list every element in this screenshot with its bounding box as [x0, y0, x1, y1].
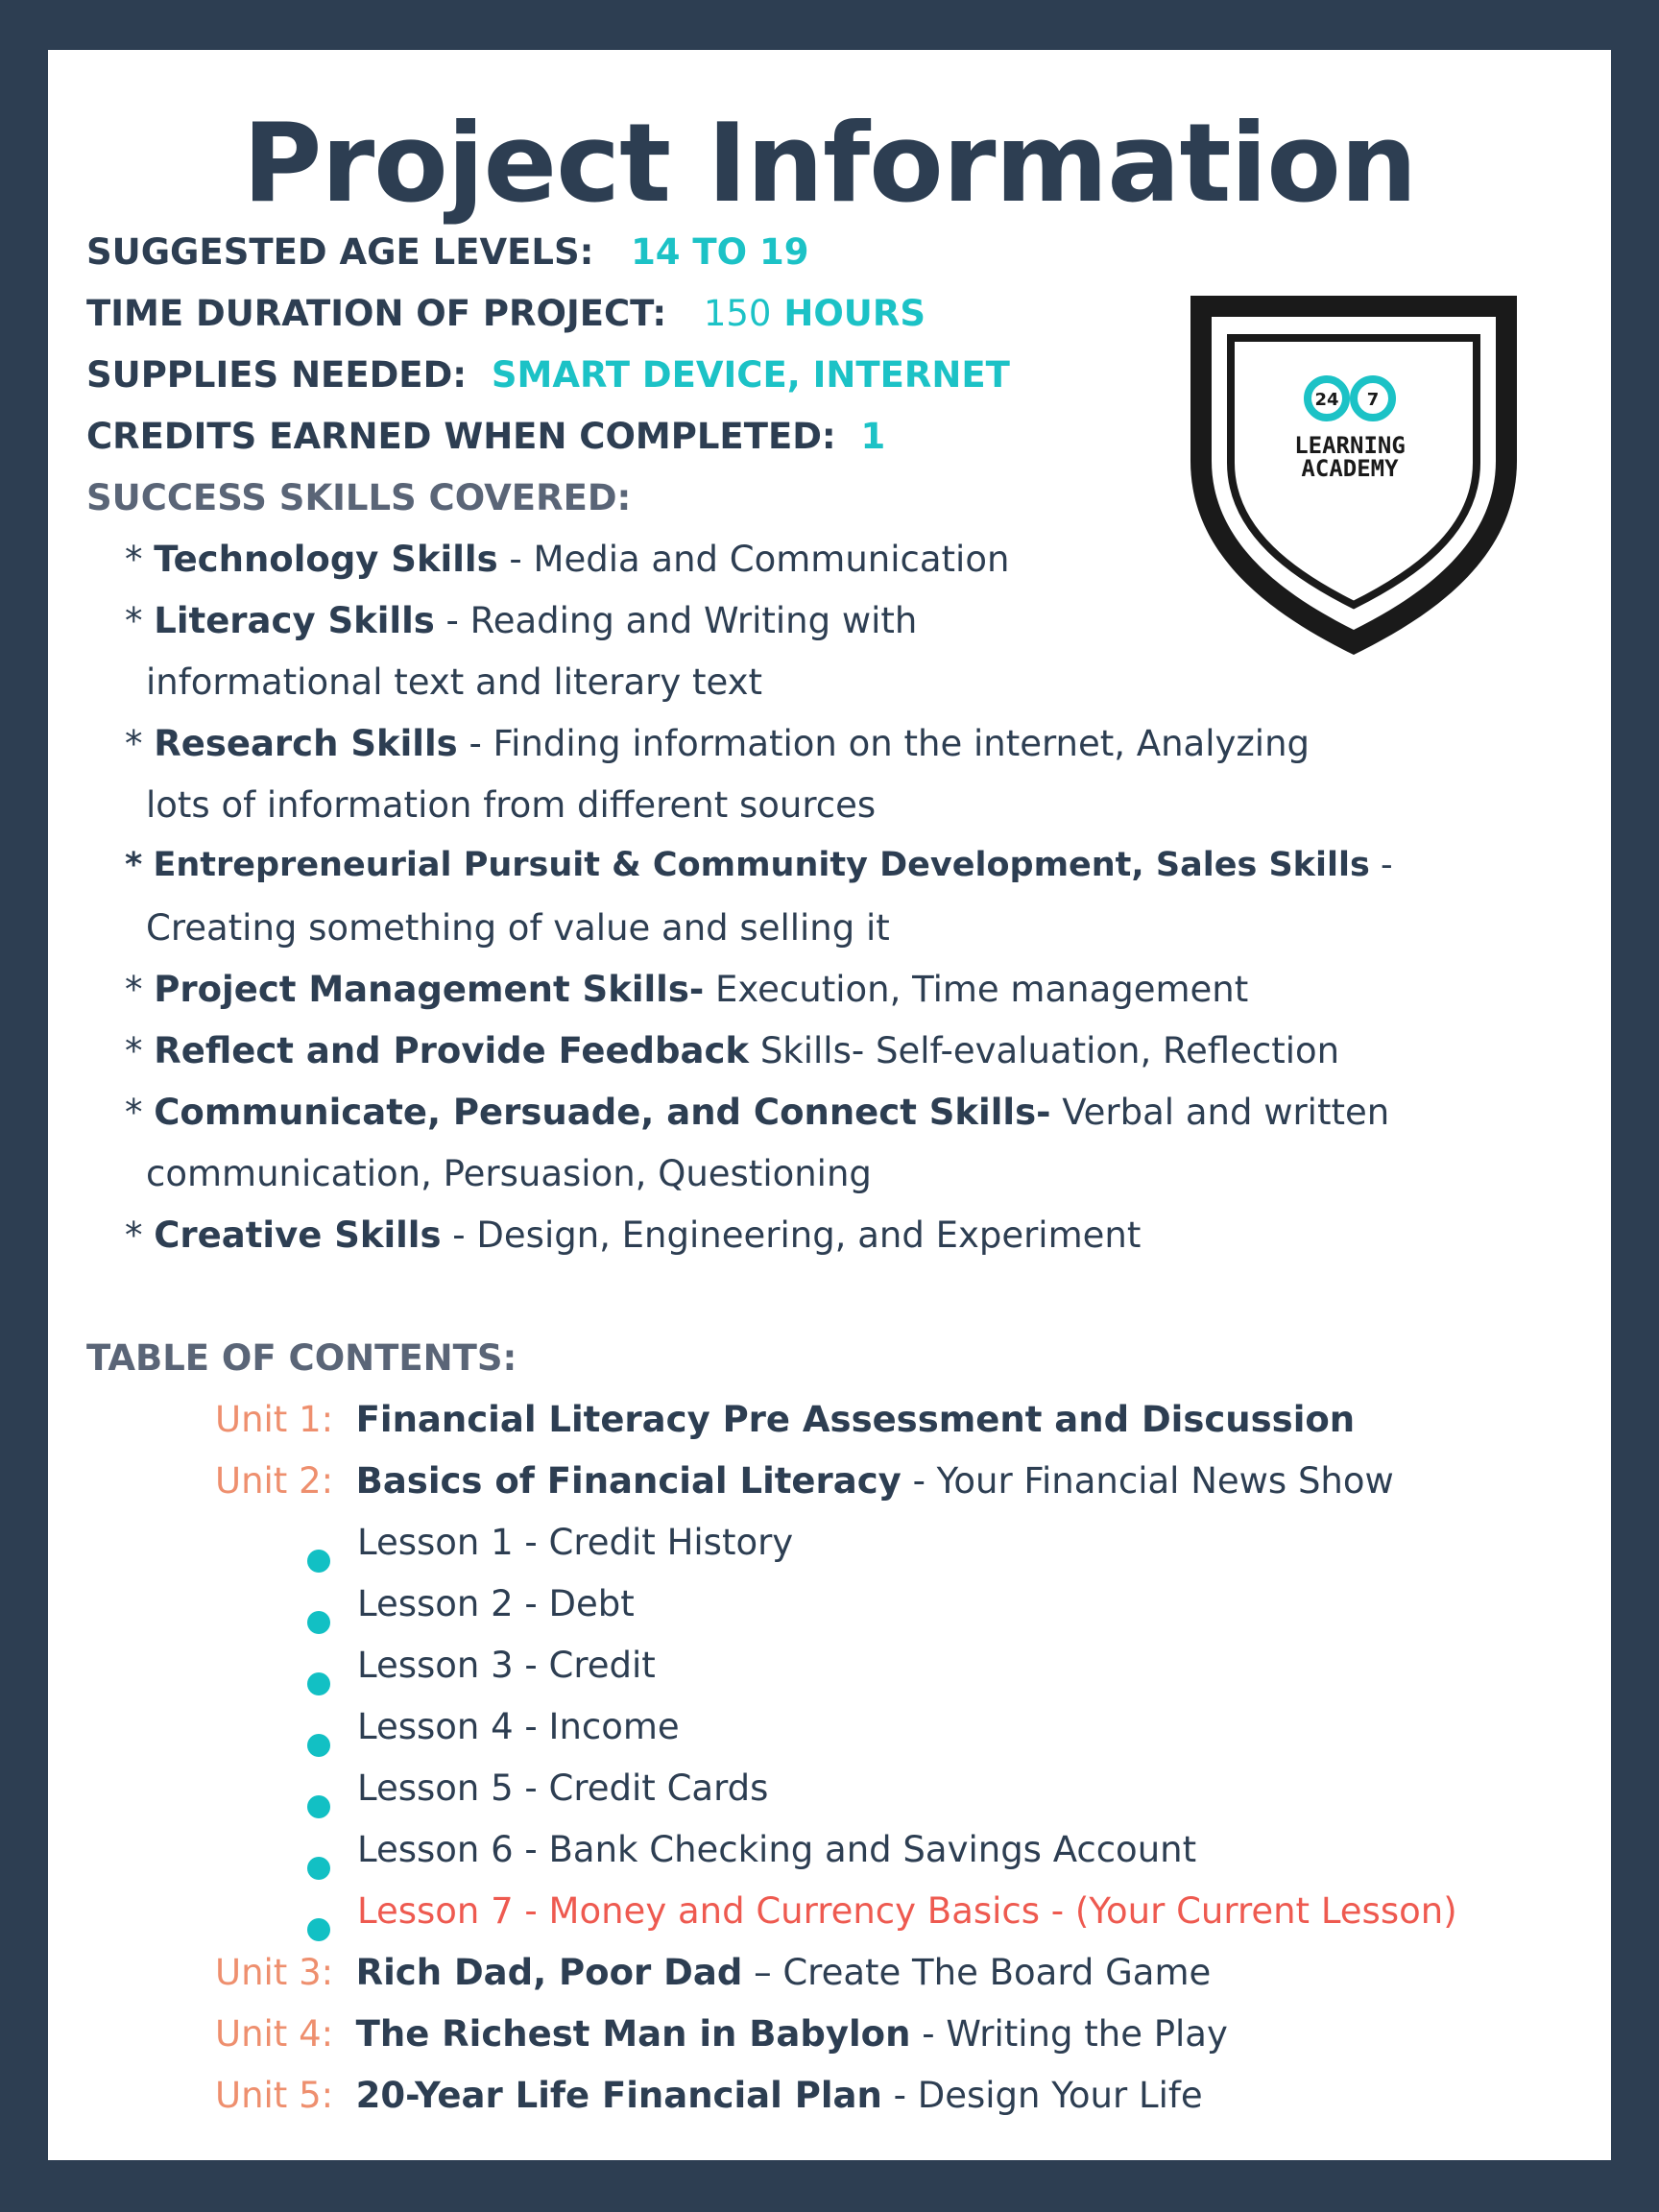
unit-label: Unit 4: [215, 2013, 334, 2055]
skill-desc-continued: lots of information from different sources [146, 784, 877, 826]
bullet-dot [307, 1672, 330, 1695]
bullet-dot [307, 1550, 330, 1573]
credits-label: CREDITS EARNED WHEN COMPLETED: [86, 416, 836, 457]
skill-item: * Creative Skills - Design, Engineering, and Experiment [125, 1214, 1142, 1256]
unit-title: Rich Dad, Poor Dad [355, 1952, 743, 1993]
unit-title: Financial Literacy Pre Assessment and Discussion [355, 1399, 1356, 1440]
unit-title: Basics of Financial Literacy [355, 1460, 902, 1502]
skill-name-suffix: Skills [759, 1030, 852, 1071]
lesson-item: Lesson 5 - Credit Cards [357, 1767, 769, 1809]
toc-unit [215, 2075, 1203, 2116]
skill-desc-continued: communication, Persuasion, Questioning [146, 1153, 872, 1194]
bullet-dot [307, 1611, 330, 1634]
skill-desc: - Finding information on the internet, Analyzing [469, 723, 1310, 764]
skill-item: * Communicate, Persuade, and Connect Skills- Verbal and written [125, 1092, 1390, 1133]
skill-item: * Reflect and Provide Feedback Skills- Self-evaluation, Reflection [125, 1030, 1340, 1071]
skill-desc: - [1380, 846, 1393, 884]
skill-name: Project Management Skills- [154, 969, 705, 1010]
academy-shield-logo [1181, 288, 1527, 662]
toc-unit [215, 1399, 1356, 1440]
skill-item: * Project Management Skills- Execution, Time management [125, 969, 1249, 1010]
age-levels-label: SUGGESTED AGE LEVELS: [86, 231, 594, 273]
bullet-dot [307, 1734, 330, 1757]
logo-text-academy: ACADEMY [1301, 455, 1399, 482]
skill-item: * Research Skills - Finding information on the internet, Analyzing [125, 723, 1310, 764]
skill-name: Reflect and Provide Feedback [154, 1030, 750, 1071]
skill-item: * Entrepreneurial Pursuit & Community Development, Sales Skills - [125, 846, 1393, 884]
bullet-dot [307, 1857, 330, 1880]
skill-name: Research Skills [154, 723, 458, 764]
age-levels-row [86, 231, 809, 273]
lesson-item: Lesson 4 - Income [357, 1706, 680, 1747]
skill-item: * Literacy Skills - Reading and Writing with [125, 600, 918, 641]
logo-number-24: 24 [1314, 390, 1339, 410]
skill-name: Technology Skills [154, 539, 498, 580]
toc-heading: TABLE OF CONTENTS: [86, 1337, 517, 1379]
skills-heading: SUCCESS SKILLS COVERED: [86, 477, 632, 518]
skill-desc: - Design, Engineering, and Experiment [452, 1214, 1142, 1256]
duration-label: TIME DURATION OF PROJECT: [86, 293, 667, 334]
skill-name: Creative Skills [154, 1214, 442, 1256]
unit-title: 20-Year Life Financial Plan [355, 2075, 882, 2116]
skill-desc: - Reading and Writing with [445, 600, 918, 641]
duration-row [86, 293, 926, 334]
skill-desc: Execution, Time management [715, 969, 1249, 1010]
duration-unit: HOURS [783, 293, 926, 334]
skill-desc-continued: Creating something of value and selling it [146, 907, 890, 949]
lesson-item: Lesson 1 - Credit History [357, 1522, 794, 1563]
supplies-label: SUPPLIES NEEDED: [86, 354, 468, 396]
supplies-row [86, 354, 1010, 396]
skill-desc-continued: informational text and literary text [146, 661, 763, 703]
bullet-dot [307, 1795, 330, 1818]
lesson-item: Lesson 3 - Credit [357, 1645, 656, 1686]
unit-desc: - Writing the Play [922, 2013, 1228, 2055]
unit-label: Unit 2: [215, 1460, 334, 1502]
skill-name: Entrepreneurial Pursuit & Community Development, Sales Skills [153, 846, 1370, 884]
toc-unit [215, 1460, 1394, 1502]
lesson-item: Lesson 2 - Debt [357, 1583, 635, 1624]
duration-number: 150 [703, 293, 772, 334]
unit-desc: - Your Financial News Show [912, 1460, 1394, 1502]
unit-label: Unit 1: [215, 1399, 334, 1440]
skill-desc: Verbal and written [1062, 1092, 1390, 1133]
logo-number-7: 7 [1366, 390, 1380, 410]
supplies-value: SMART DEVICE, INTERNET [491, 354, 1010, 396]
skill-name: Literacy Skills [154, 600, 435, 641]
unit-label: Unit 5: [215, 2075, 334, 2116]
toc-unit [215, 2013, 1228, 2055]
current-lesson-item: Lesson 7 - Money and Currency Basics - (Your Current Lesson) [357, 1890, 1457, 1932]
toc-unit [215, 1952, 1212, 1993]
logo-text-learning: LEARNING [1294, 432, 1406, 459]
age-levels-value: 14 TO 19 [631, 231, 809, 273]
info-card [48, 50, 1611, 2160]
bullet-dot [307, 1918, 330, 1941]
skill-desc: - Media and Communication [509, 539, 1010, 580]
page-title: Project Information [242, 100, 1417, 227]
unit-label: Unit 3: [215, 1952, 334, 1993]
unit-desc: – Create The Board Game [754, 1952, 1212, 1993]
unit-desc: - Design Your Life [893, 2075, 1203, 2116]
lesson-item: Lesson 6 - Bank Checking and Savings Account [357, 1829, 1197, 1870]
credits-row [86, 416, 886, 457]
skill-item: * Technology Skills - Media and Communication [125, 539, 1010, 580]
unit-title: The Richest Man in Babylon [355, 2013, 911, 2055]
skill-desc: - Self-evaluation, Reflection [851, 1030, 1340, 1071]
credits-value: 1 [860, 416, 886, 457]
skill-name: Communicate, Persuade, and Connect Skills- [154, 1092, 1051, 1133]
